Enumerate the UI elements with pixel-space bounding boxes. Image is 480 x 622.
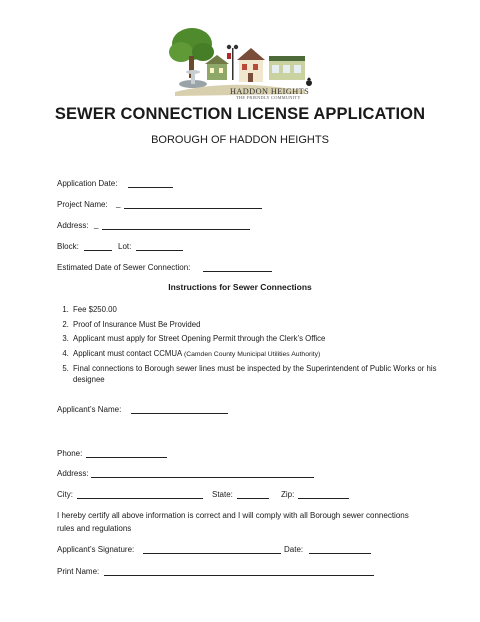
- print-name-field[interactable]: [104, 575, 374, 576]
- application-date-field[interactable]: [128, 187, 173, 188]
- applicant-address-label: Address:: [57, 469, 89, 478]
- signature-date-label: Date:: [284, 545, 304, 554]
- state-field[interactable]: [237, 498, 269, 499]
- instruction-item: 4. Applicant must contact CCMUA (Camden County Municipal Utilities Authority): [71, 348, 441, 360]
- applicant-name-field[interactable]: [131, 413, 228, 414]
- instruction-item: 3. Applicant must apply for Street Opening Permit through the Clerk’s Office: [71, 333, 441, 344]
- instruction-item: 2. Proof of Insurance Must Be Provided: [71, 319, 441, 330]
- instruction-item: 5. Final connections to Borough sewer lines must be inspected by the Superintendent of Public Works or his designee: [71, 363, 441, 385]
- signature-date-field[interactable]: [309, 553, 371, 554]
- applicant-address-field[interactable]: [91, 477, 314, 478]
- lot-label: Lot:: [118, 242, 132, 251]
- est-date-label: Estimated Date of Sewer Connection:: [57, 263, 191, 272]
- instructions-heading: Instructions for Sewer Connections: [168, 282, 312, 292]
- logo-name: HADDON HEIGHTS: [230, 87, 310, 96]
- print-name-label: Print Name:: [57, 567, 100, 576]
- application-date-label: Application Date:: [57, 179, 118, 188]
- project-name-prefix: _: [116, 199, 121, 208]
- address-field[interactable]: [102, 229, 250, 230]
- address-prefix: _: [94, 220, 99, 229]
- project-name-field[interactable]: [124, 208, 262, 209]
- phone-label: Phone:: [57, 449, 83, 458]
- page-subtitle: BOROUGH OF HADDON HEIGHTS: [151, 134, 329, 146]
- ccmua-note: (Camden County Municipal Utilities Authority): [183, 350, 321, 358]
- logo-tagline: THE FRIENDLY COMMUNITY: [236, 95, 301, 100]
- signature-field[interactable]: [143, 553, 281, 554]
- city-label: City:: [57, 490, 73, 499]
- address-label: Address:: [57, 221, 89, 230]
- project-name-label: Project Name:: [57, 200, 108, 209]
- signature-label: Applicant’s Signature:: [57, 545, 135, 554]
- lot-field[interactable]: [136, 250, 183, 251]
- phone-field[interactable]: [86, 457, 167, 458]
- state-label: State:: [212, 490, 233, 499]
- est-date-field[interactable]: [203, 271, 272, 272]
- block-label: Block:: [57, 242, 79, 251]
- block-field[interactable]: [84, 250, 112, 251]
- city-field[interactable]: [77, 498, 203, 499]
- instruction-item: 1. Fee $250.00: [71, 304, 441, 315]
- instructions-list: [57, 304, 441, 389]
- zip-label: Zip:: [281, 490, 295, 499]
- applicant-name-label: Applicant’s Name:: [57, 405, 122, 414]
- zip-field[interactable]: [298, 498, 349, 499]
- page-title: SEWER CONNECTION LICENSE APPLICATION: [54, 105, 426, 123]
- certification-statement: I hereby certify all above information is correct and I will comply with all Borough sewer connections rules and regulations: [57, 511, 409, 533]
